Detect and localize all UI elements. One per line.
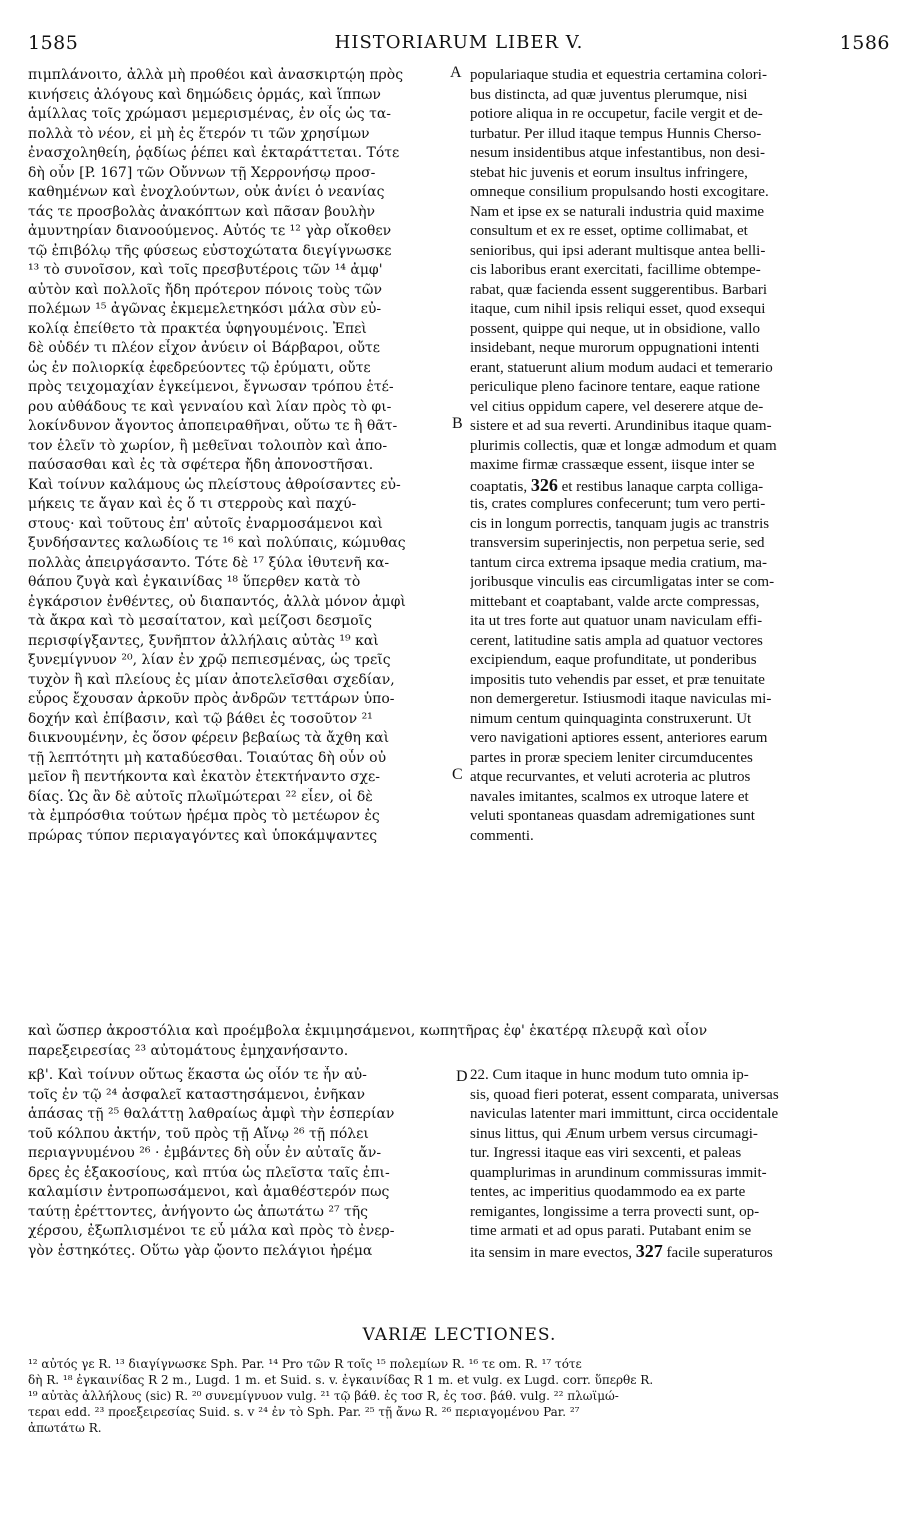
text-line: πιμπλάνοιτο, ἀλλὰ μὴ προθέοι καὶ ἀνασκιρτῴη πρὸς	[28, 67, 404, 83]
text-line: ¹⁹ αὐτὰς ἀλλήλους (sic) R. ²⁰ συνεμίγνυον vulg. ²¹ τῷ βάθ. ἐς τοσ R, ἐς τοσ. βάθ. vulg. ²² πλωϊμώ-	[28, 1389, 619, 1403]
text-line: πολλὰς ἀπειργάσαντο. Τότε δὲ ¹⁷ ξύλα ἰθυτενῆ κα-	[28, 554, 390, 571]
text-line: καὶ ὥσπερ ἀκροστόλια καὶ προέμβολα ἐκμιμησάμενοι, κωπητῆρας ἐφ' ἑκατέρᾳ πλευρᾷ καὶ οἷον	[28, 1023, 708, 1039]
text-line: sinus littus, qui Ænum urbem versus circumagi-	[470, 1125, 758, 1142]
text-line: πολέμων ¹⁵ ἀγῶνας ἐκμεμελετηκόσι μάλα σὺν εὐ-	[28, 301, 382, 317]
text-line: τῷ ἐπιβόλῳ τῆς φύσεως εὐστοχώτατα διεγίγνωσκε	[28, 242, 392, 259]
text-line: cis laboribus erant exercitati, facillime obtempe-	[470, 262, 761, 278]
text-line: vel citius oppidum capere, vel deserere atque de-	[470, 398, 764, 415]
text-line: διικνουμένην, ἐς ὅσον φέρειν βεβαίως τὰ ἄχθη καὶ	[28, 730, 390, 746]
text-line: omneque consilium propulsando hosti excogitare.	[470, 184, 769, 200]
text-line: λοκίνδυνον ἄγοντος ἀποπειραθῆναι, οὕτω τε ἢ θᾶτ-	[28, 418, 398, 434]
text-fragment: coaptatis,	[470, 478, 531, 495]
section-marker-c: C	[452, 766, 463, 783]
text-line: καλαμίσιν ἐντροπωσάμενοι, καὶ ἀμαθέστερόν πως	[28, 1184, 390, 1200]
section-marker-b: B	[452, 415, 463, 432]
running-title: HISTORIARUM LIBER V.	[334, 32, 584, 53]
text-line: stebat hic juvenis et eorum insultus infringere,	[470, 164, 748, 181]
text-line: remigantes, longissime a terra provecti sunt, op-	[470, 1203, 760, 1220]
text-line: veluti spontaneas quasdam adremigationes sunt	[470, 808, 755, 824]
greek-full-width-lines	[28, 1022, 890, 1061]
text-line: time armati et ad opus parati. Putabant enim se	[470, 1223, 752, 1239]
text-line: impositis tuto vehendis par esset, et præ tenuitate	[470, 671, 765, 688]
text-line: ἁμίλλας τοῖς χρώμασι μεμερισμένας, ἐν οἷς ὡς τα-	[28, 106, 392, 122]
text-line: quamplurimas in arundinum commissuras immit-	[470, 1164, 767, 1181]
text-line: περιαγνυμένου ²⁶ · ἐμβάντες δὴ οὖν ἐν αὐταῖς ἄν-	[28, 1145, 382, 1161]
text-line: ¹³ τὸ συνοῖσον, καὶ τοῖς πρεσβυτέροις τῶν ¹⁴ ἀμφ'	[28, 262, 383, 278]
text-line: senioribus, qui ipsi aderant multisque antea belli-	[470, 242, 766, 259]
text-line: τοῖς ἐν τῷ ²⁴ ἀσφαλεῖ καταστησάμενοι, ἐνῆκαν	[28, 1086, 365, 1103]
text-line: plurimis collectis, quæ et longæ admodum et quam	[470, 437, 777, 454]
text-line: μεῖον ἢ πεντήκοντα καὶ ἑκατὸν ἐτεκτήναντο σχε-	[28, 769, 381, 785]
text-line: τοῦ κόλπου ἀκτήν, τοῦ πρὸς τῇ Αἴνῳ ²⁶ τῇ πόλει	[28, 1125, 369, 1142]
text-line: nesum insidentibus atque infestantibus, non desi-	[470, 145, 765, 161]
text-line: ξυνδήσαντες καλωδίοις τε ¹⁶ καὶ πολύπαις, κώμυθας	[28, 535, 406, 551]
text-line: non demergeretur. Istiusmodi itaque naviculas mi-	[470, 691, 772, 707]
text-line	[470, 1242, 890, 1262]
section-marker-a: A	[450, 64, 462, 81]
text-fragment: facile superaturos	[662, 1244, 773, 1261]
text-line: excipiendum, eaque profunditate, ut ponderibus	[470, 652, 757, 668]
text-line: maxime firmæ crassæque essent, iisque inter se	[470, 457, 755, 473]
text-line: naviculas latenter mari immittunt, circa occidentale	[470, 1106, 779, 1122]
text-line: ita ut tres forte aut quatuor unam naviculam effi-	[470, 613, 763, 629]
text-line: πρώρας τύπον περιαγαγόντες καὶ ὑποκάμψαντες	[28, 827, 378, 844]
text-line	[470, 476, 890, 496]
greek-column-bottom	[28, 1066, 458, 1261]
text-line: ἐνασχοληθείη, ῥᾳδίως ῥέπει καὶ ἐκταράττεται. Τότε	[28, 145, 400, 161]
text-line: commenti.	[470, 827, 534, 844]
text-line: periculique pleno facinore tentare, eaque ratione	[470, 379, 760, 395]
text-line: turbatur. Per illud itaque tempus Hunnis Cherso-	[470, 125, 762, 142]
text-line: αὐτὸν καὶ πολλοῖς ἤδη πρότερον πόνοις τοὺς τῶν	[28, 281, 382, 298]
text-line: tur. Ingressi itaque eas viri sexcenti, et paleas	[470, 1145, 742, 1161]
text-line: πολλὰ τὸ νέον, εἰ μὴ ἐς ἕτερόν τι τῶν χρησίμων	[28, 125, 370, 142]
text-line: potiore aliqua in re occupetur, facile vergit et de-	[470, 106, 763, 122]
text-line: cis in longum porrectis, tanquam jugis ac transtris	[470, 515, 770, 532]
page-reference-number: 327	[635, 1241, 663, 1261]
text-line: στους· καὶ τοῦτους ἐπ' αὐτοῖς ἐναρμοσάμενοι καὶ	[28, 515, 383, 532]
text-line: τὰ ἄκρα καὶ τὸ μεσαίτατον, καὶ μείζοσι δεσμοῖς	[28, 613, 372, 629]
text-line: atque recurvantes, et veluti acroteria ac plutros	[470, 769, 751, 785]
text-line: εὖρος ἔχουσαν ἀρκοῦν πρὸς ἀνδρῶν τεττάρων ὑπο-	[28, 691, 395, 707]
text-line: δὲ οὐδέν τι πλέον εἶχον ἀνύειν οἱ Βάρβαροι, οὔτε	[28, 340, 381, 356]
text-line: transversim superinjectis, non perpetua serie, sed	[470, 535, 765, 551]
text-line: joribusque vinculis eas circumligatas inter se com-	[470, 574, 775, 590]
text-line: τεραι edd. ²³ προεξειρεσίας Suid. s. v ²⁴ ἐν τὸ Sph. Par. ²⁵ τῇ ἄνω R. ²⁶ περιαγομένου Par. ²⁷	[28, 1405, 580, 1419]
page-number-left: 1585	[28, 32, 79, 54]
text-line: καθημένων καὶ ἐνοχλούντων, οὐκ ἀνίει ὁ νεανίας	[28, 184, 385, 200]
text-line: itaque, cum nihil ipsis reliqui esset, quod exsequi	[470, 301, 766, 317]
text-line: bus distincta, ad quæ juventus plerumque, nisi	[470, 86, 748, 103]
text-fragment: ita sensim in mare evectos,	[470, 1244, 636, 1261]
text-line: tis, crates complures confecerunt; tum vero perti-	[470, 496, 766, 512]
text-line: δίας. Ὡς ἂν δὲ αὐτοῖς πλωϊμώτεραι ²² εἶεν, οἱ δὲ	[28, 788, 373, 805]
text-line: ἀπωτάτω R.	[28, 1421, 102, 1435]
text-line: δὴ R. ¹⁸ ἐγκαινίδας R 2 m., Lugd. 1 m. et Suid. s. v. ἐγκαινίδας R 1 m. et vulg. ex Lugd. corr. ὕπερθε R.	[28, 1373, 654, 1387]
text-line: consultum et ex re esset, optime collimabat, et	[470, 223, 748, 239]
text-line: ξυνεμίγνυον ²⁰, λίαν ἐν χρῷ πεπιεσμένας, ὡς τρεῖς	[28, 652, 391, 668]
text-fragment: et restibus lanaque carpta colliga-	[557, 478, 764, 495]
text-line: rabat, quæ facienda essent suggerentibus. Barbari	[470, 281, 767, 298]
text-line: θάπου ζυγὰ καὶ ἐγκαινίδας ¹⁸ ὕπερθεν κατὰ τὸ	[28, 574, 361, 590]
text-line: δοχήν καὶ ἐπίβασιν, καὶ τῷ βάθει ἐς τοσοῦτον ²¹	[28, 710, 373, 727]
variae-lectiones-title: VARIÆ LECTIONES.	[362, 1325, 557, 1345]
greek-column-top	[28, 66, 458, 846]
text-line: Καὶ τοίνυν καλάμους ὡς πλείστους ἀθροίσαντες εὐ-	[28, 476, 401, 493]
text-line: 22. Cum itaque in hunc modum tuto omnia ip-	[470, 1067, 749, 1083]
text-line: κολίᾳ ἐπείθετο τὰ πρακτέα ὑφηγουμένοις. Ἐπεὶ	[28, 320, 367, 337]
page-reference-number: 326	[530, 475, 558, 495]
text-line: cerent, latitudine satis ampla ad quatuor vectores	[470, 632, 763, 649]
text-line: nimum centum quinquaginta construxerunt. Ut	[470, 710, 752, 727]
variae-lectiones-notes	[28, 1356, 890, 1436]
text-line: sis, quoad fieri poterat, essent comparata, universas	[470, 1086, 779, 1103]
text-line: ἁπάσας τῇ ²⁵ θαλάττῃ λαθραίως ἀμφὶ τὴν ἑσπερίαν	[28, 1106, 395, 1122]
latin-column-bottom	[470, 1066, 890, 1261]
text-line: μήκεις τε ἄγαν καὶ ἐς ὅ τι στερροὺς καὶ παχύ-	[28, 496, 357, 512]
text-line: πρὸς τειχομαχίαν ἐγκείμενοι, ἔγνωσαν τρόπου ἑτέ-	[28, 379, 394, 395]
text-line: ¹² αὐτός γε R. ¹³ διαγίγνωσκε Sph. Par. ¹⁴ Pro τῶν R τοῖς ¹⁵ πολεμίων R. ¹⁶ τε om. R. ¹⁷ τότε	[28, 1357, 582, 1371]
text-line: possent, quippe qui neque, ut in obsidione, vallo	[470, 320, 760, 337]
text-line: κβ'. Καὶ τοίνυν οὕτως ἕκαστα ὡς οἷόν τε ἦν αὐ-	[28, 1067, 367, 1083]
text-line: vero navigationi aptiores essent, anteriores earum	[470, 730, 768, 746]
section-marker-d: D	[456, 1068, 468, 1085]
text-line: τον ἑλεῖν τὸ χωρίον, ἢ μεθεῖναι τολοιπὸν καὶ ἀπο-	[28, 437, 388, 454]
text-line: ἐγκάρσιον ἐνθέντες, οὐ διαπαντός, ἀλλὰ μόνον ἀμφὶ	[28, 593, 406, 610]
page-number-right: 1586	[839, 32, 890, 54]
text-line: partes in proræ speciem leniter circumducentes	[470, 749, 753, 766]
text-line: ταύτῃ ἐρέττοντες, ἀνήγοντο ὡς ἀπωτάτω ²⁷ τῆς	[28, 1203, 368, 1220]
text-line: γὸν ἑστηκότες. Οὕτω γὰρ ᾤοντο πελάγιοι ἠρέμα	[28, 1242, 373, 1259]
text-line: τὰ ἐμπρόσθια τούτων ἠρέμα πρὸς τὸ μετέωρον ἐς	[28, 808, 380, 824]
text-line: mittebant et coaptabant, valde arcte compressas,	[470, 593, 760, 610]
text-line: ρου αὐθάδους τε καὶ γενναίου καὶ λίαν πρὸς τὸ φι-	[28, 398, 392, 415]
text-line: δὴ οὖν [P. 167] τῶν Οὔννων τῇ Χερρονήσῳ προσ-	[28, 164, 376, 181]
text-line: τυχὸν ἢ καὶ πλείους ἐς μίαν ἀποτελεῖσθαι σχεδίαν,	[28, 671, 395, 688]
text-line: insidebant, neque murorum oppugnationi intenti	[470, 340, 760, 356]
text-line: erant, statuerunt alium modum audaci et temerario	[470, 359, 773, 376]
latin-column-top	[470, 66, 890, 846]
text-line: περισφίγξαντες, ξυνῆπτον ἀλλήλαις αὐτὰς ¹⁹ καὶ	[28, 632, 379, 649]
text-line: sistere et ad sua reverti. Arundinibus itaque quam-	[470, 418, 772, 434]
text-line: κινήσεις ἀλόγους καὶ δημώδεις ὁρμάς, καὶ ἵππων	[28, 86, 381, 103]
text-line: navales imitantes, scalmos ex utroque latere et	[470, 788, 749, 805]
text-line: ὡς ἐν πολιορκίᾳ ἐφεδρεύοντες τῷ ἐρύματι, οὔτε	[28, 359, 371, 376]
text-line: δρες ἐς ἑξακοσίους, καὶ πτύα ὡς πλεῖστα ταῖς ἐπι-	[28, 1164, 390, 1181]
text-line: παύσασθαι καὶ ἐς τὰ σφέτερα ἤδη ἀπονοστῆσαι.	[28, 457, 374, 473]
text-line: populariaque studia et equestria certamina colori-	[470, 67, 767, 83]
text-line: τάς τε προσβολὰς ἀνακόπτων καὶ πᾶσαν βουλὴν	[28, 203, 375, 220]
text-line: παρεξειρεσίας ²³ αὐτομάτους ἐμηχανήσαντο.	[28, 1042, 349, 1059]
page-header	[28, 32, 890, 62]
text-line: χέρσου, ἐξωπλισμένοι τε εὖ μάλα καὶ πρὸς τὸ ἐνερ-	[28, 1223, 395, 1239]
text-line: Nam et ipse ex se naturali industria quid maxime	[470, 203, 765, 220]
text-line: ἀμυντηρίαν διανοούμενος. Αὐτός τε ¹² γὰρ οἴκοθεν	[28, 223, 392, 239]
text-line: tantum circa extrema ipsaque media cratium, ma-	[470, 554, 767, 571]
text-line: τῇ λεπτότητι μὴ καταδύεσθαι. Τοιαύτας δὴ οὖν οὐ	[28, 749, 387, 766]
text-line: tentes, ac imperitius quodammodo ea ex parte	[470, 1184, 746, 1200]
